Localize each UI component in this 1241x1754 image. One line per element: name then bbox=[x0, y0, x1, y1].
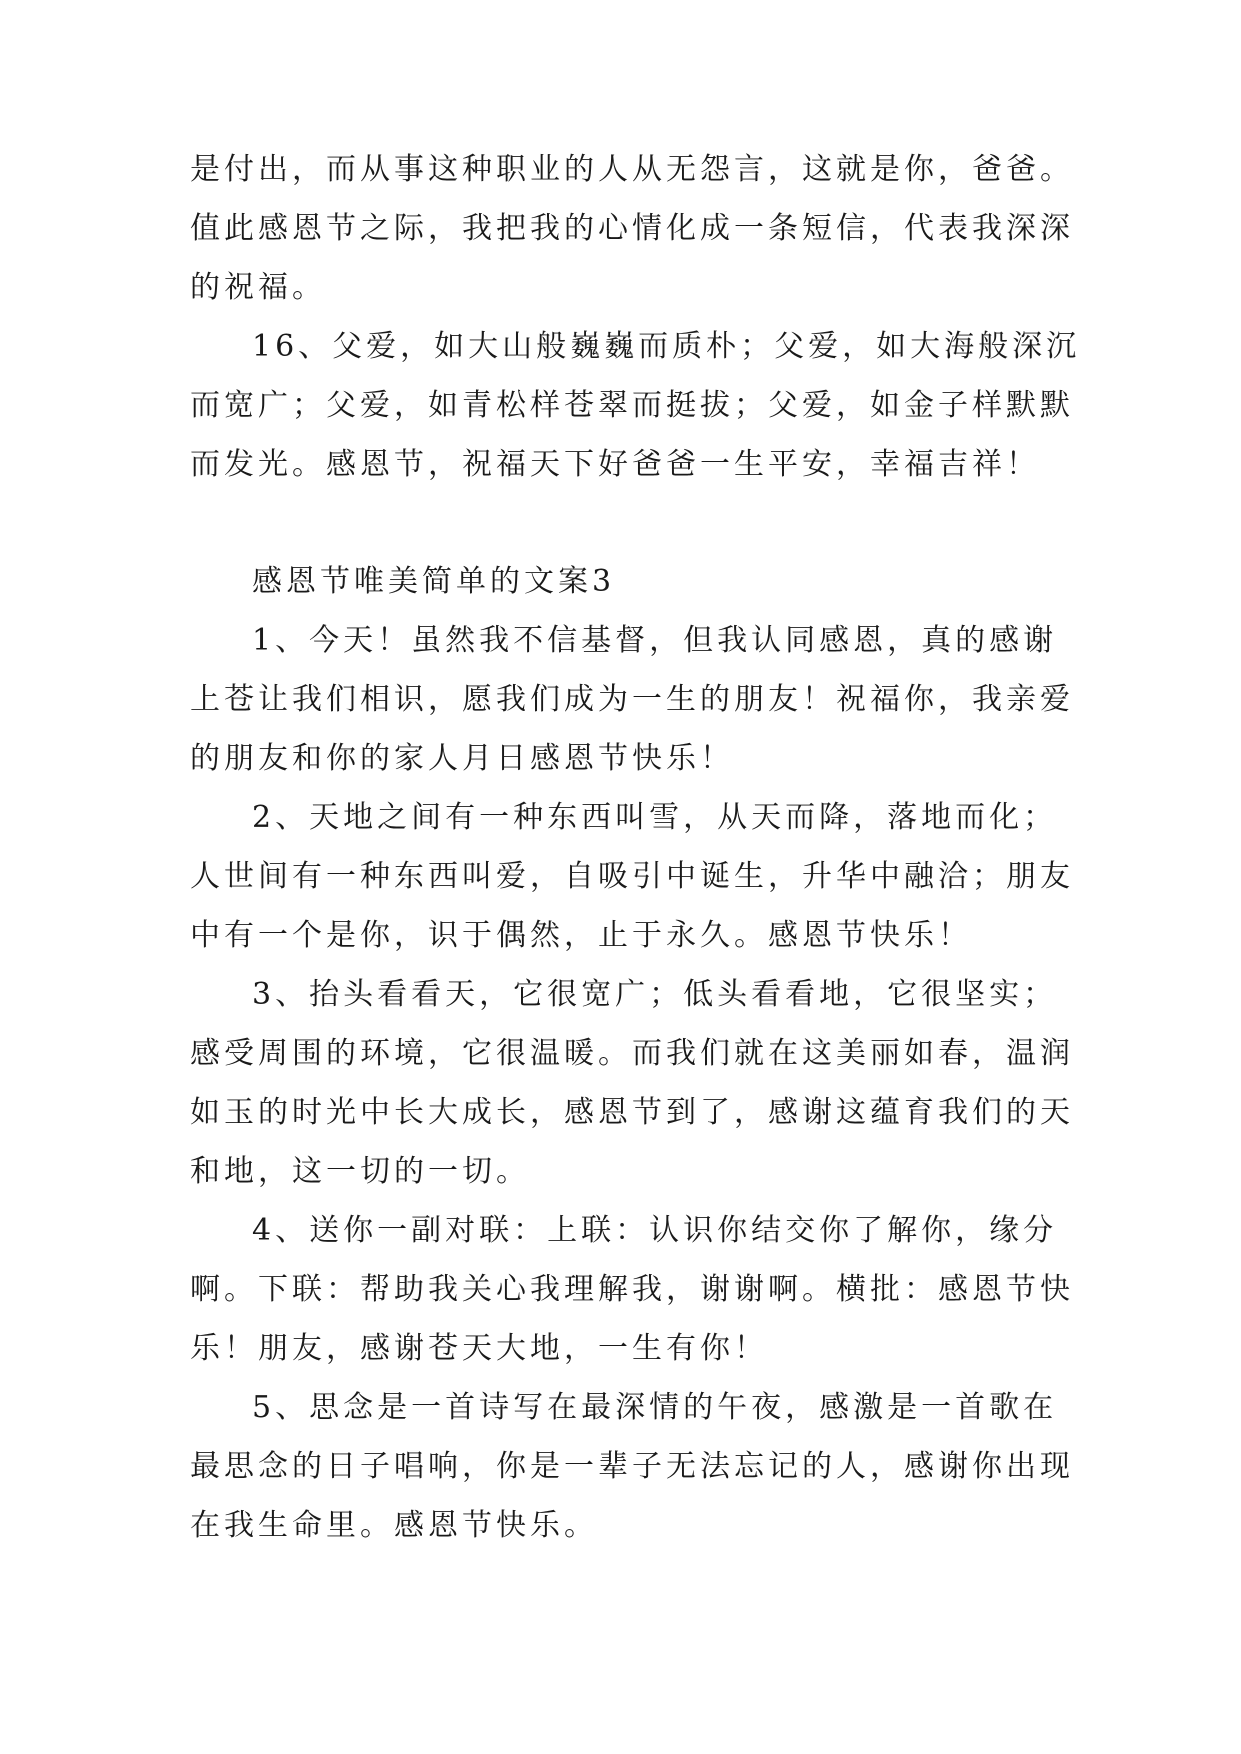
text-line: 而发光。感恩节，祝福天下好爸爸一生平安，幸福吉祥！ bbox=[190, 447, 1040, 482]
text-line: 上苍让我们相识，愿我们成为一生的朋友！祝福你，我亲爱 bbox=[190, 682, 1074, 717]
text-line: 的祝福。 bbox=[190, 270, 326, 305]
text-line: 在我生命里。感恩节快乐。 bbox=[190, 1508, 598, 1543]
text-line: 而宽广；父爱，如青松样苍翠而挺拔；父爱，如金子样默默 bbox=[190, 388, 1074, 423]
section-heading: 感恩节唯美简单的文案3 bbox=[252, 564, 616, 599]
text-line: 感受周围的环境，它很温暖。而我们就在这美丽如春，温润 bbox=[190, 1036, 1074, 1071]
paragraph-start: 3、抬头看看天，它很宽广；低头看看地，它很坚实； bbox=[252, 977, 1058, 1012]
text-line: 中有一个是你，识于偶然，止于永久。感恩节快乐！ bbox=[190, 918, 972, 953]
paragraph-start: 1、今天！虽然我不信基督，但我认同感恩，真的感谢 bbox=[252, 623, 1058, 658]
text-line: 啊。下联：帮助我关心我理解我，谢谢啊。横批：感恩节快 bbox=[190, 1272, 1074, 1307]
paragraph-start: 16、父爱，如大山般巍巍而质朴；父爱，如大海般深沉 bbox=[252, 329, 1081, 364]
text-line: 的朋友和你的家人月日感恩节快乐！ bbox=[190, 741, 734, 776]
text-line: 最思念的日子唱响，你是一辈子无法忘记的人，感谢你出现 bbox=[190, 1449, 1074, 1484]
paragraph-start: 5、思念是一首诗写在最深情的午夜，感激是一首歌在 bbox=[252, 1390, 1058, 1425]
paragraph-start: 2、天地之间有一种东西叫雪，从天而降，落地而化； bbox=[252, 800, 1058, 835]
paragraph-start: 4、送你一副对联：上联：认识你结交你了解你，缘分 bbox=[252, 1213, 1058, 1248]
text-line: 乐！朋友，感谢苍天大地，一生有你！ bbox=[190, 1331, 768, 1366]
text-line: 和地，这一切的一切。 bbox=[190, 1154, 530, 1189]
text-line: 人世间有一种东西叫爱，自吸引中诞生，升华中融洽；朋友 bbox=[190, 859, 1074, 894]
text-line: 如玉的时光中长大成长，感恩节到了，感谢这蕴育我们的天 bbox=[190, 1095, 1074, 1130]
text-line: 是付出，而从事这种职业的人从无怨言，这就是你，爸爸。 bbox=[190, 152, 1074, 187]
text-line: 值此感恩节之际，我把我的心情化成一条短信，代表我深深 bbox=[190, 211, 1074, 246]
